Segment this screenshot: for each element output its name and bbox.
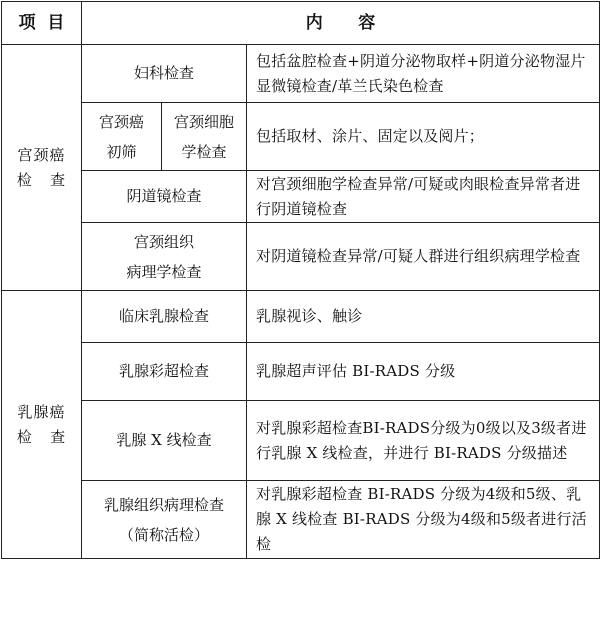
exam-name: 临床乳腺检查 — [82, 291, 247, 343]
header-content: 内 容 — [82, 2, 600, 45]
table-row — [2, 103, 600, 171]
table-row — [2, 401, 600, 481]
header-row — [2, 2, 600, 45]
exam-name: 乳腺 X 线检查 — [82, 401, 247, 481]
category-label: 乳腺癌 — [17, 402, 66, 421]
exam-name: 病理学检查 — [126, 262, 202, 281]
exam-name-cell — [82, 223, 247, 291]
table-row — [2, 45, 600, 103]
exam-desc: 对乳腺彩超检查 BI-RADS 分级为4级和5级、乳腺 X 线检查 BI-RADS 分级为4级和5级者进行活检 — [247, 481, 600, 559]
table-row — [2, 223, 600, 291]
table-row — [2, 171, 600, 223]
category-breast — [2, 291, 82, 559]
exam-desc: 对阴道镜检查异常/可疑人群进行组织病理学检查 — [247, 223, 600, 291]
exam-desc: 乳腺超声评估 BI-RADS 分级 — [247, 343, 600, 401]
exam-name: 妇科检查 — [82, 45, 247, 103]
exam-name-cell — [82, 481, 247, 559]
exam-name: 初筛 — [106, 142, 137, 161]
exam-name: 乳腺彩超检查 — [82, 343, 247, 401]
table-row — [2, 343, 600, 401]
exam-name: 阴道镜检查 — [82, 171, 247, 223]
exam-desc: 乳腺视诊、触诊 — [247, 291, 600, 343]
table-row — [2, 481, 600, 559]
category-label: 检 查 — [16, 427, 67, 446]
category-label: 宫颈癌 — [17, 145, 66, 164]
exam-desc: 对乳腺彩超检查BI-RADS分级为0级以及3级者进行乳腺 X 线检查，并进行 BI-RADS 分级描述 — [247, 401, 600, 481]
header-item: 项 目 — [2, 2, 82, 45]
table-row — [2, 291, 600, 343]
exam-desc: 包括取材、涂片、固定以及阅片； — [247, 103, 600, 171]
exam-name: 学检查 — [181, 142, 227, 161]
exam-desc: 对宫颈细胞学检查异常/可疑或肉眼检查异常者进行阴道镜检查 — [247, 171, 600, 223]
exam-name: 宫颈组织 — [133, 232, 194, 251]
exam-name-group — [82, 103, 162, 171]
category-cervical — [2, 45, 82, 291]
exam-name: （简称活检） — [118, 525, 209, 544]
exam-name-sub — [162, 103, 247, 171]
exam-table — [1, 1, 600, 559]
exam-name: 宫颈细胞 — [173, 112, 234, 131]
exam-name: 宫颈癌 — [98, 112, 144, 131]
exam-name: 乳腺组织病理检查 — [103, 495, 224, 514]
category-label: 检 查 — [16, 170, 67, 189]
exam-desc: 包括盆腔检查+阴道分泌物取样+阴道分泌物湿片显微镜检查/革兰氏染色检查 — [247, 45, 600, 103]
